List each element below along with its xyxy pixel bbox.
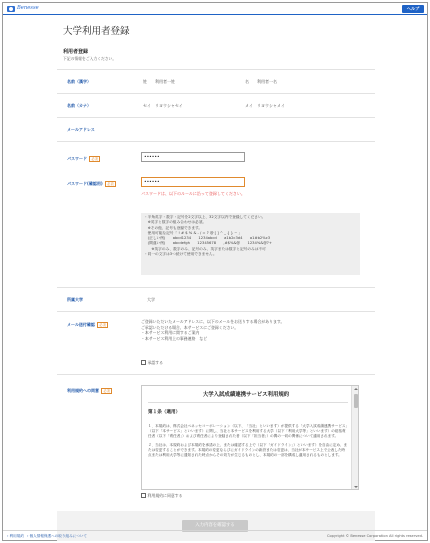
confirm-input-button[interactable]: 入力内容を確認する — [182, 520, 248, 532]
help-button[interactable]: ヘルプ — [402, 5, 424, 13]
password-rules — [141, 213, 360, 275]
password-label: パスワード 必須 — [67, 156, 100, 162]
name-kanji-label: 名前（漢字） — [67, 79, 91, 84]
password-confirm-field[interactable]: •••••• — [141, 177, 245, 187]
mei-label: 名 — [245, 79, 249, 84]
app-frame — [2, 2, 428, 541]
mail-consent-checkbox[interactable] — [141, 360, 163, 365]
notice-line: ・本サービス利用に関するご案内 — [141, 330, 200, 336]
password-rule-line: (正しい例) abcd1234 1234abcd a1b2c3d4 a1#b2%c3 — [144, 236, 271, 241]
mei-value[interactable]: 利用者一名 — [257, 79, 277, 84]
terms-body — [148, 424, 348, 461]
password-rule-line: ・半角英字・数字・記号を2文字以上、32文字以内で登録してください。 — [144, 215, 266, 219]
sei-kana-label: セイ — [143, 103, 151, 108]
footer — [3, 530, 427, 541]
footer-link-terms[interactable]: › 利用規約 — [7, 534, 24, 538]
university-row — [57, 287, 375, 311]
scroll-thumb[interactable] — [354, 394, 358, 408]
terms-scrollbar[interactable] — [351, 386, 358, 490]
email-label: メールアドレス — [67, 127, 95, 132]
password-error: パスワードは、以下のルールに沿って登録してください。 — [141, 191, 245, 196]
required-badge: 必須 — [89, 156, 100, 162]
terms-agree-checkbox[interactable] — [141, 493, 183, 498]
password-rule-line: 使用可能な記号「 ! # $ % & - / = ? @ [ ] ^ _ { } ~ 」 — [144, 230, 243, 235]
mei-kana-label: メイ — [245, 103, 253, 108]
name-kana-row — [57, 93, 375, 117]
mail-consent-checkbox-label: 承認する — [147, 360, 164, 365]
page-title: 大学利用者登録 — [63, 26, 130, 37]
email-row — [57, 117, 375, 141]
footer-link-privacy[interactable]: › 個人情報保護への取り組みについて — [26, 534, 87, 538]
terms-agree-label: 利用規約に同意する — [147, 493, 183, 498]
terms-divider — [148, 402, 348, 403]
mei-kana-value[interactable]: リヨウシャメイ — [257, 103, 285, 108]
sei-kana-value[interactable]: リヨウシャセイ — [155, 103, 183, 108]
logo-text: Benesse — [17, 5, 39, 11]
header-divider — [3, 14, 427, 15]
terms-paragraph: １．本規約は、株式会社ベネッセコーポレーション（以下、「当社」といいます）が提供する「大学入試成績連携サービス」（以下「本サービス」といいます）に関し、当社と本サービスを利用する大学（以下「利用大学等」といいます）の総括責任者（以下「責任者」）および責任者により登録された者（以下「担当者」）の間の一切の関係について適用されます。 — [148, 424, 348, 439]
section-title: 利用者登録 — [63, 49, 89, 55]
terms-paragraph: ２．当社は、本規約および本規約を承諾の上、または確認する上で（以下「ガイドライン」）といいます）を自由に定め、または変更することができます。本規約の変更ならびにガイドラインの新設または変更は、当社が本サービス上で公表した時点または利用大学等に通知された時点からその効力が生じるものとし、本規約の一部を構成し適用されるものとします。 — [148, 442, 348, 458]
password-rule-line: ・同一の文字は3つ続けて使用できません。 — [144, 252, 217, 257]
required-badge: 必須 — [101, 388, 112, 394]
required-badge: 必須 — [105, 181, 116, 187]
notice-line: ご登録いただいたメールアドレスに、以下のメールをお送りする場合があります。 — [141, 319, 285, 324]
university-value: 大学 — [147, 297, 155, 302]
password-rule-line: ※英字と数字の組み合わせは必須。 — [144, 220, 207, 225]
sei-value[interactable]: 利用者一姓 — [155, 79, 175, 84]
mail-consent-row — [57, 311, 375, 367]
copyright: Copyright © Benesse Corporation All rights reserved. — [326, 534, 423, 538]
password-confirm-label: パスワード(確認用) 必須 — [67, 181, 116, 187]
terms-title: 大学入試成績連携サービス利用規約 — [202, 392, 290, 398]
terms-article-heading: 第１条（適用） — [148, 410, 181, 415]
footer-links — [7, 534, 87, 539]
password-rule-line: ※その他、記号も登録できます。 — [144, 225, 203, 230]
password-rule-line: ※英字のみ、数字のみ、記号のみ、英字または数字と記号のみは不可 — [144, 246, 266, 251]
terms-label: 利用規約への同意 必須 — [67, 388, 112, 394]
notice-line: ご承認いただける場合、本サービスにご登録ください。 — [141, 324, 239, 330]
name-kanji-row — [57, 69, 375, 93]
required-badge: 必須 — [97, 322, 108, 328]
university-label: 所属大学 — [67, 297, 83, 302]
header — [3, 3, 427, 14]
mail-consent-label: メール送付確認 必須 — [67, 322, 108, 328]
password-rule-line: (間違い例) abcdefgh 12345678 ,#$%&@ 1234%&@?+ — [144, 241, 272, 246]
section-description: 下記の情報をご入力ください。 — [63, 56, 117, 61]
scroll-up-icon[interactable] — [354, 388, 358, 390]
benesse-logo[interactable] — [7, 5, 39, 12]
benesse-logo-icon — [7, 6, 15, 12]
checkbox-icon[interactable] — [141, 360, 146, 365]
scroll-down-icon[interactable] — [354, 486, 358, 488]
mail-consent-notice — [141, 319, 284, 341]
checkbox-icon[interactable] — [141, 493, 146, 498]
terms-scroll-box[interactable] — [141, 385, 359, 490]
password-field[interactable]: •••••• — [141, 152, 245, 162]
sei-label: 姓 — [143, 79, 147, 84]
name-kana-label: 名前（カナ） — [67, 103, 91, 108]
notice-line: ・本サービス利用上の事務連絡 など — [141, 335, 208, 341]
